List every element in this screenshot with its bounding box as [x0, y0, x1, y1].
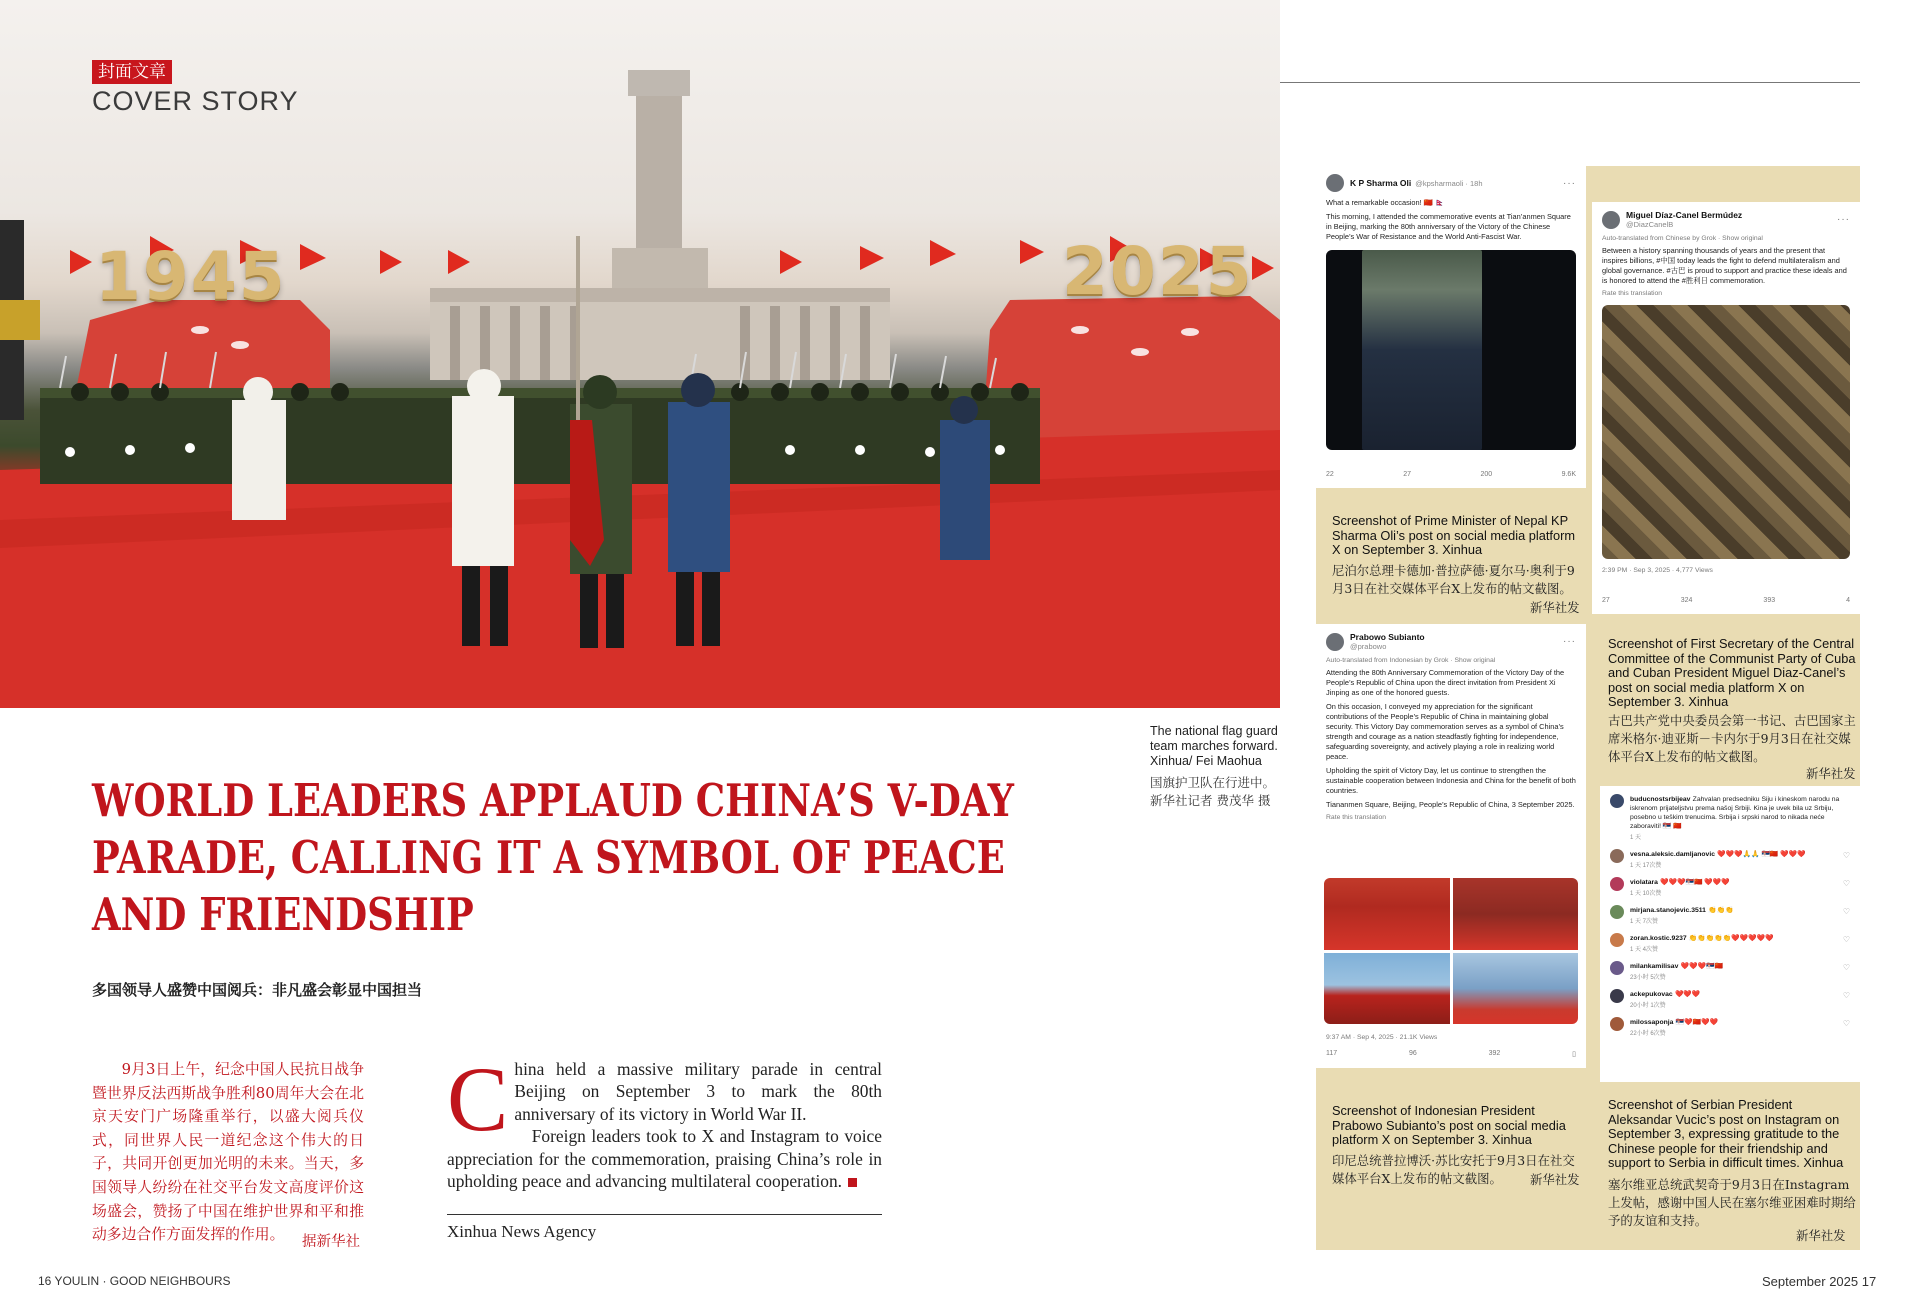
page-folio-left: 16 YOULIN · GOOD NEIGHBOURS: [38, 1274, 231, 1288]
end-mark-icon: [848, 1178, 857, 1187]
avatar: [1610, 989, 1624, 1003]
heart-icon[interactable]: ♡: [1842, 991, 1850, 1000]
caption-diaz-cn: 古巴共产党中央委员会第一书记、古巴国家主席米格尔·迪亚斯－卡内尔于9月3日在社交媒体平台X上发布的帖文截图。: [1608, 713, 1856, 764]
headline-line-3: AND FRIENDSHIP: [92, 888, 474, 941]
comment-text: 🇷🇸❤️🇨🇳❤️❤️: [1675, 1019, 1718, 1026]
cn-summary-text: 9月3日上午，纪念中国人民抗日战争暨世界反法西斯战争胜利80周年大会在北京天安门广场隆重举行，以盛大阅兵仪式，同世界人民一道纪念这个伟大的日子，共同开创更加光明的未来。当天，多国领导人纷纷在社交平台发文高度评价这场盛会，赞扬了中国在维护世界和平和推动多边合作方面发挥的作用。: [92, 1061, 364, 1244]
comment-meta: 1 天 17次赞: [1630, 863, 1662, 869]
comment-row: [1600, 985, 1860, 1013]
caption-vucic-en: Screenshot of Serbian President Aleksandar Vucic’s post on Instagram on September 3, expressing gratitude to the Chinese people for their friendship and support to Serbia in difficult times. Xinhua: [1608, 1097, 1844, 1171]
comment-text: ❤️❤️❤️🇷🇸🇨🇳 ❤️❤️❤️: [1660, 879, 1730, 886]
like-count: 392: [1488, 1050, 1501, 1057]
avatar: [1610, 1017, 1624, 1031]
comment-list: [1600, 845, 1860, 1041]
translation-note: Auto-translated from Indonesian by Grok · Show original: [1326, 657, 1496, 664]
top-rule: [1280, 82, 1860, 83]
repost-count: 96: [1409, 1050, 1417, 1057]
post-text: Between a history spanning thousands of years and the present that inspires billions, #中国 today leads the fight to defend multilateralism and global governance. #古巴 is proud to support and practice these ideals and is honored to attend the #胜利日 commemoration.: [1602, 246, 1847, 285]
comment-text: ❤️❤️❤️: [1674, 991, 1701, 998]
instagram-post: [1600, 786, 1860, 845]
reply-count: 22: [1326, 471, 1334, 478]
post-actions: [1326, 1050, 1576, 1058]
hero-photo: [0, 0, 1280, 708]
heart-icon[interactable]: ♡: [1842, 879, 1850, 888]
post-handle: @DiazCanelB: [1626, 220, 1674, 229]
caption-diaz-agency: 新华社发: [1806, 766, 1856, 781]
photo-grid: [1324, 878, 1578, 1024]
more-icon: ···: [1563, 636, 1576, 647]
comment-meta: 1 天 4次赞: [1630, 947, 1659, 953]
caption-oli-cn: 尼泊尔总理卡德加·普拉萨德·夏尔马·奥利于9月3日在社交媒体平台X上发布的帖文截图。: [1332, 563, 1575, 596]
photo-4: [1453, 953, 1579, 1025]
photo-1: [1324, 878, 1450, 950]
more-icon: ···: [1837, 214, 1850, 225]
heart-icon[interactable]: ♡: [1842, 963, 1850, 972]
comment-text: ❤️❤️❤️🙏🙏 🇷🇸🇨🇳 ❤️❤️❤️: [1717, 851, 1806, 858]
caption-prabowo-cn: 印尼总统普拉博沃·苏比安托于9月3日在社交媒体平台X上发布的帖文截图。: [1332, 1153, 1575, 1186]
caption-prabowo-en: Screenshot of Indonesian President Prabowo Subianto’s post on social media platform X on September 3. Xinhua: [1332, 1103, 1566, 1148]
comment-text: 👏👏👏: [1708, 907, 1734, 914]
lede-paragraph-2: Foreign leaders took to X and Instagram to voice appreciation for the commemoration, praising China’s role in upholding peace and advancing multilateral cooperation.: [447, 1126, 882, 1192]
post-card-prabowo: [1316, 624, 1586, 1068]
caption-prabowo-agency: 新华社发: [1530, 1172, 1580, 1187]
heart-icon[interactable]: ♡: [1842, 907, 1850, 916]
drop-cap: C: [447, 1048, 509, 1150]
divider: [447, 1214, 882, 1215]
comment-user: zoran.kostic.9237: [1630, 935, 1687, 942]
post-handle: @prabowo: [1350, 642, 1387, 651]
more-icon: ···: [1563, 177, 1576, 189]
comment-meta: 20小时 1次赞: [1630, 1003, 1666, 1009]
post-card-diaz-canel: [1592, 202, 1860, 614]
post-time: 9:37 AM · Sep 4, 2025 · 21.1K Views: [1326, 1034, 1438, 1041]
caption-oli-en: Screenshot of Prime Minister of Nepal KP Sharma Oli’s post on social media platform X on September 3. Xinhua: [1332, 513, 1576, 558]
rate-translation-link[interactable]: Rate this translation: [1326, 814, 1387, 821]
like-count: 393: [1763, 597, 1776, 604]
heart-icon[interactable]: ♡: [1842, 1019, 1850, 1028]
reply-count: 117: [1326, 1050, 1338, 1057]
post-author: buducnostsrbijeav: [1630, 796, 1691, 803]
heart-icon[interactable]: ♡: [1842, 851, 1850, 860]
english-lede: [447, 1048, 882, 1192]
post-actions: [1326, 471, 1576, 478]
comment-user: milossaponja: [1630, 1019, 1674, 1026]
comment-text: ❤️❤️❤️🇷🇸🇨🇳: [1680, 963, 1723, 970]
comment-row: [1600, 901, 1860, 929]
headline-line-2: PARADE, CALLING IT A SYMBOL OF PEACE: [92, 831, 1005, 884]
photo-caption-en: The national flag guard team marches forward. Xinhua/ Fei Maohua: [1150, 724, 1278, 768]
comment-user: milankamilisav: [1630, 963, 1679, 970]
post-author: Miguel Díaz-Canel Bermúdez: [1626, 210, 1743, 220]
avatar: [1610, 877, 1624, 891]
bookmark-count: 4: [1846, 597, 1850, 604]
comment-row: [1600, 873, 1860, 901]
heart-icon[interactable]: ♡: [1842, 935, 1850, 944]
comment-row: [1600, 845, 1860, 873]
avatar: [1326, 633, 1344, 651]
comment-text: 👏👏👏👏👏❤️❤️❤️❤️❤️: [1688, 935, 1774, 942]
section-title: COVER STORY: [92, 86, 299, 116]
post-intro: What a remarkable occasion! 🇨🇳 🇳🇵: [1326, 198, 1445, 207]
caption-vucic-cn: 塞尔维亚总统武契奇于9月3日在Instagram上发帖，感谢中国人民在塞尔维亚困难时期给予的友谊和支持。: [1608, 1177, 1856, 1228]
cn-byline: 据新华社: [302, 1234, 360, 1250]
post-card-vucic: [1600, 786, 1860, 1082]
post-actions: [1602, 597, 1850, 604]
page-folio-right: September 2025 17: [1762, 1274, 1877, 1289]
rate-translation-link[interactable]: Rate this translation: [1602, 290, 1663, 297]
comment-row: [1600, 957, 1860, 985]
repost-count: 27: [1403, 471, 1412, 478]
headline-line-1: WORLD LEADERS APPLAUD CHINA’S V-DAY: [92, 774, 1014, 827]
like-count: 200: [1480, 471, 1493, 478]
repost-count: 324: [1680, 597, 1693, 604]
post-card-oli: [1316, 166, 1586, 488]
avatar: [1610, 794, 1624, 808]
post-text: This morning, I attended the commemorative events at Tian’anmen Square in Beijing, marking the 80th anniversary of the Victory of the Chinese People’s War of Resistance and the World Anti-Fascist War.: [1326, 212, 1571, 241]
post-text: Zahvalan predsedniku Siju i kineskom narodu na iskrenom prijateljstvu prema našoj Srbiji. Kina je uvek bila uz Srbiju, posebno u teškim trenucima. Srbija i srpski narod to nikada neće zaboraviti! 🇷🇸 🇨🇳: [1630, 796, 1840, 830]
year-1945-sign: 1945: [95, 238, 287, 315]
post-paragraph-3: Upholding the spirit of Victory Day, let us continue to strengthen the sustainable cooperation between Indonesia and China for the benefit of both countries.: [1326, 766, 1576, 795]
avatar: [1610, 905, 1624, 919]
comment-user: vesna.aleksic.damljanovic: [1630, 851, 1716, 858]
post-author: K P Sharma Oli: [1350, 178, 1412, 188]
comment-row: [1600, 1013, 1860, 1041]
post-time: 2:39 PM · Sep 3, 2025 · 4,777 Views: [1602, 567, 1713, 574]
post-paragraph-2: On this occasion, I conveyed my appreciation for the significant contributions of the People’s Republic of China in maintaining global security. This Victory Day commemoration serves as a symbol of China’s strength and courage as a nation steadfastly fighting for independence, safeguarding sovereignty, and actively playing a role in realizing world peace.: [1326, 702, 1564, 761]
caption-diaz-en: Screenshot of First Secretary of the Central Committee of the Communist Party of Cuba and Cuban President Miguel Diaz-Canel’s post on social media platform X on September 3. Xinhua: [1608, 636, 1856, 710]
translation-note: Auto-translated from Chinese by Grok · Show original: [1602, 235, 1763, 242]
video-thumbnail: [1602, 305, 1850, 559]
year-2025-sign: 2025: [1062, 233, 1254, 310]
lede-paragraph-1: hina held a massive military parade in central Beijing on September 3 to mark the 80th anniversary of its victory in World War II.: [514, 1059, 882, 1124]
comment-user: violatara: [1630, 879, 1658, 886]
reply-count: 27: [1602, 597, 1610, 604]
video-thumbnail: [1326, 250, 1576, 450]
photo-3: [1324, 953, 1450, 1025]
comment-user: mirjana.stanojevic.3511: [1630, 907, 1706, 914]
photo-caption-cn: 国旗护卫队在行进中。 新华社记者 费茂华 摄: [1150, 775, 1276, 808]
post-author: Prabowo Subianto: [1350, 632, 1425, 642]
post-paragraph-1: Attending the 80th Anniversary Commemoration of the Victory Day of the People’s Republic of China upon the direct invitation from President Xi Jinping as one of the honored guests.: [1326, 668, 1565, 697]
agency-credit: Xinhua News Agency: [447, 1222, 597, 1241]
comment-row: [1600, 929, 1860, 957]
comment-meta: 1 天 10次赞: [1630, 891, 1662, 897]
cn-summary: [92, 1058, 364, 1247]
caption-oli-agency: 新华社发: [1530, 600, 1580, 615]
headline: [92, 772, 1014, 943]
comment-meta: 22小时 6次赞: [1630, 1031, 1666, 1037]
post-paragraph-4: Tiananmen Square, Beijing, People’s Republic of China, 3 September 2025.: [1326, 800, 1575, 809]
avatar: [1610, 961, 1624, 975]
subheadline-cn: 多国领导人盛赞中国阅兵：非凡盛会彰显中国担当: [92, 982, 423, 999]
section-tag: 封面文章: [92, 60, 172, 84]
post-time: 1 天: [1630, 835, 1642, 841]
comment-user: ackepukovac: [1630, 991, 1673, 998]
post-handle: @kpsharmaoli · 18h: [1415, 178, 1483, 188]
avatar: [1326, 174, 1344, 192]
photo-2: [1453, 878, 1579, 950]
avatar: [1610, 933, 1624, 947]
comment-meta: 23小时 5次赞: [1630, 975, 1666, 981]
avatar: [1602, 211, 1620, 229]
view-count: 9.6K: [1561, 471, 1576, 478]
comment-meta: 1 天 7次赞: [1630, 919, 1659, 925]
bookmark-icon: ▯: [1572, 1051, 1576, 1058]
avatar: [1610, 849, 1624, 863]
caption-vucic-agency: 新华社发: [1796, 1228, 1846, 1243]
